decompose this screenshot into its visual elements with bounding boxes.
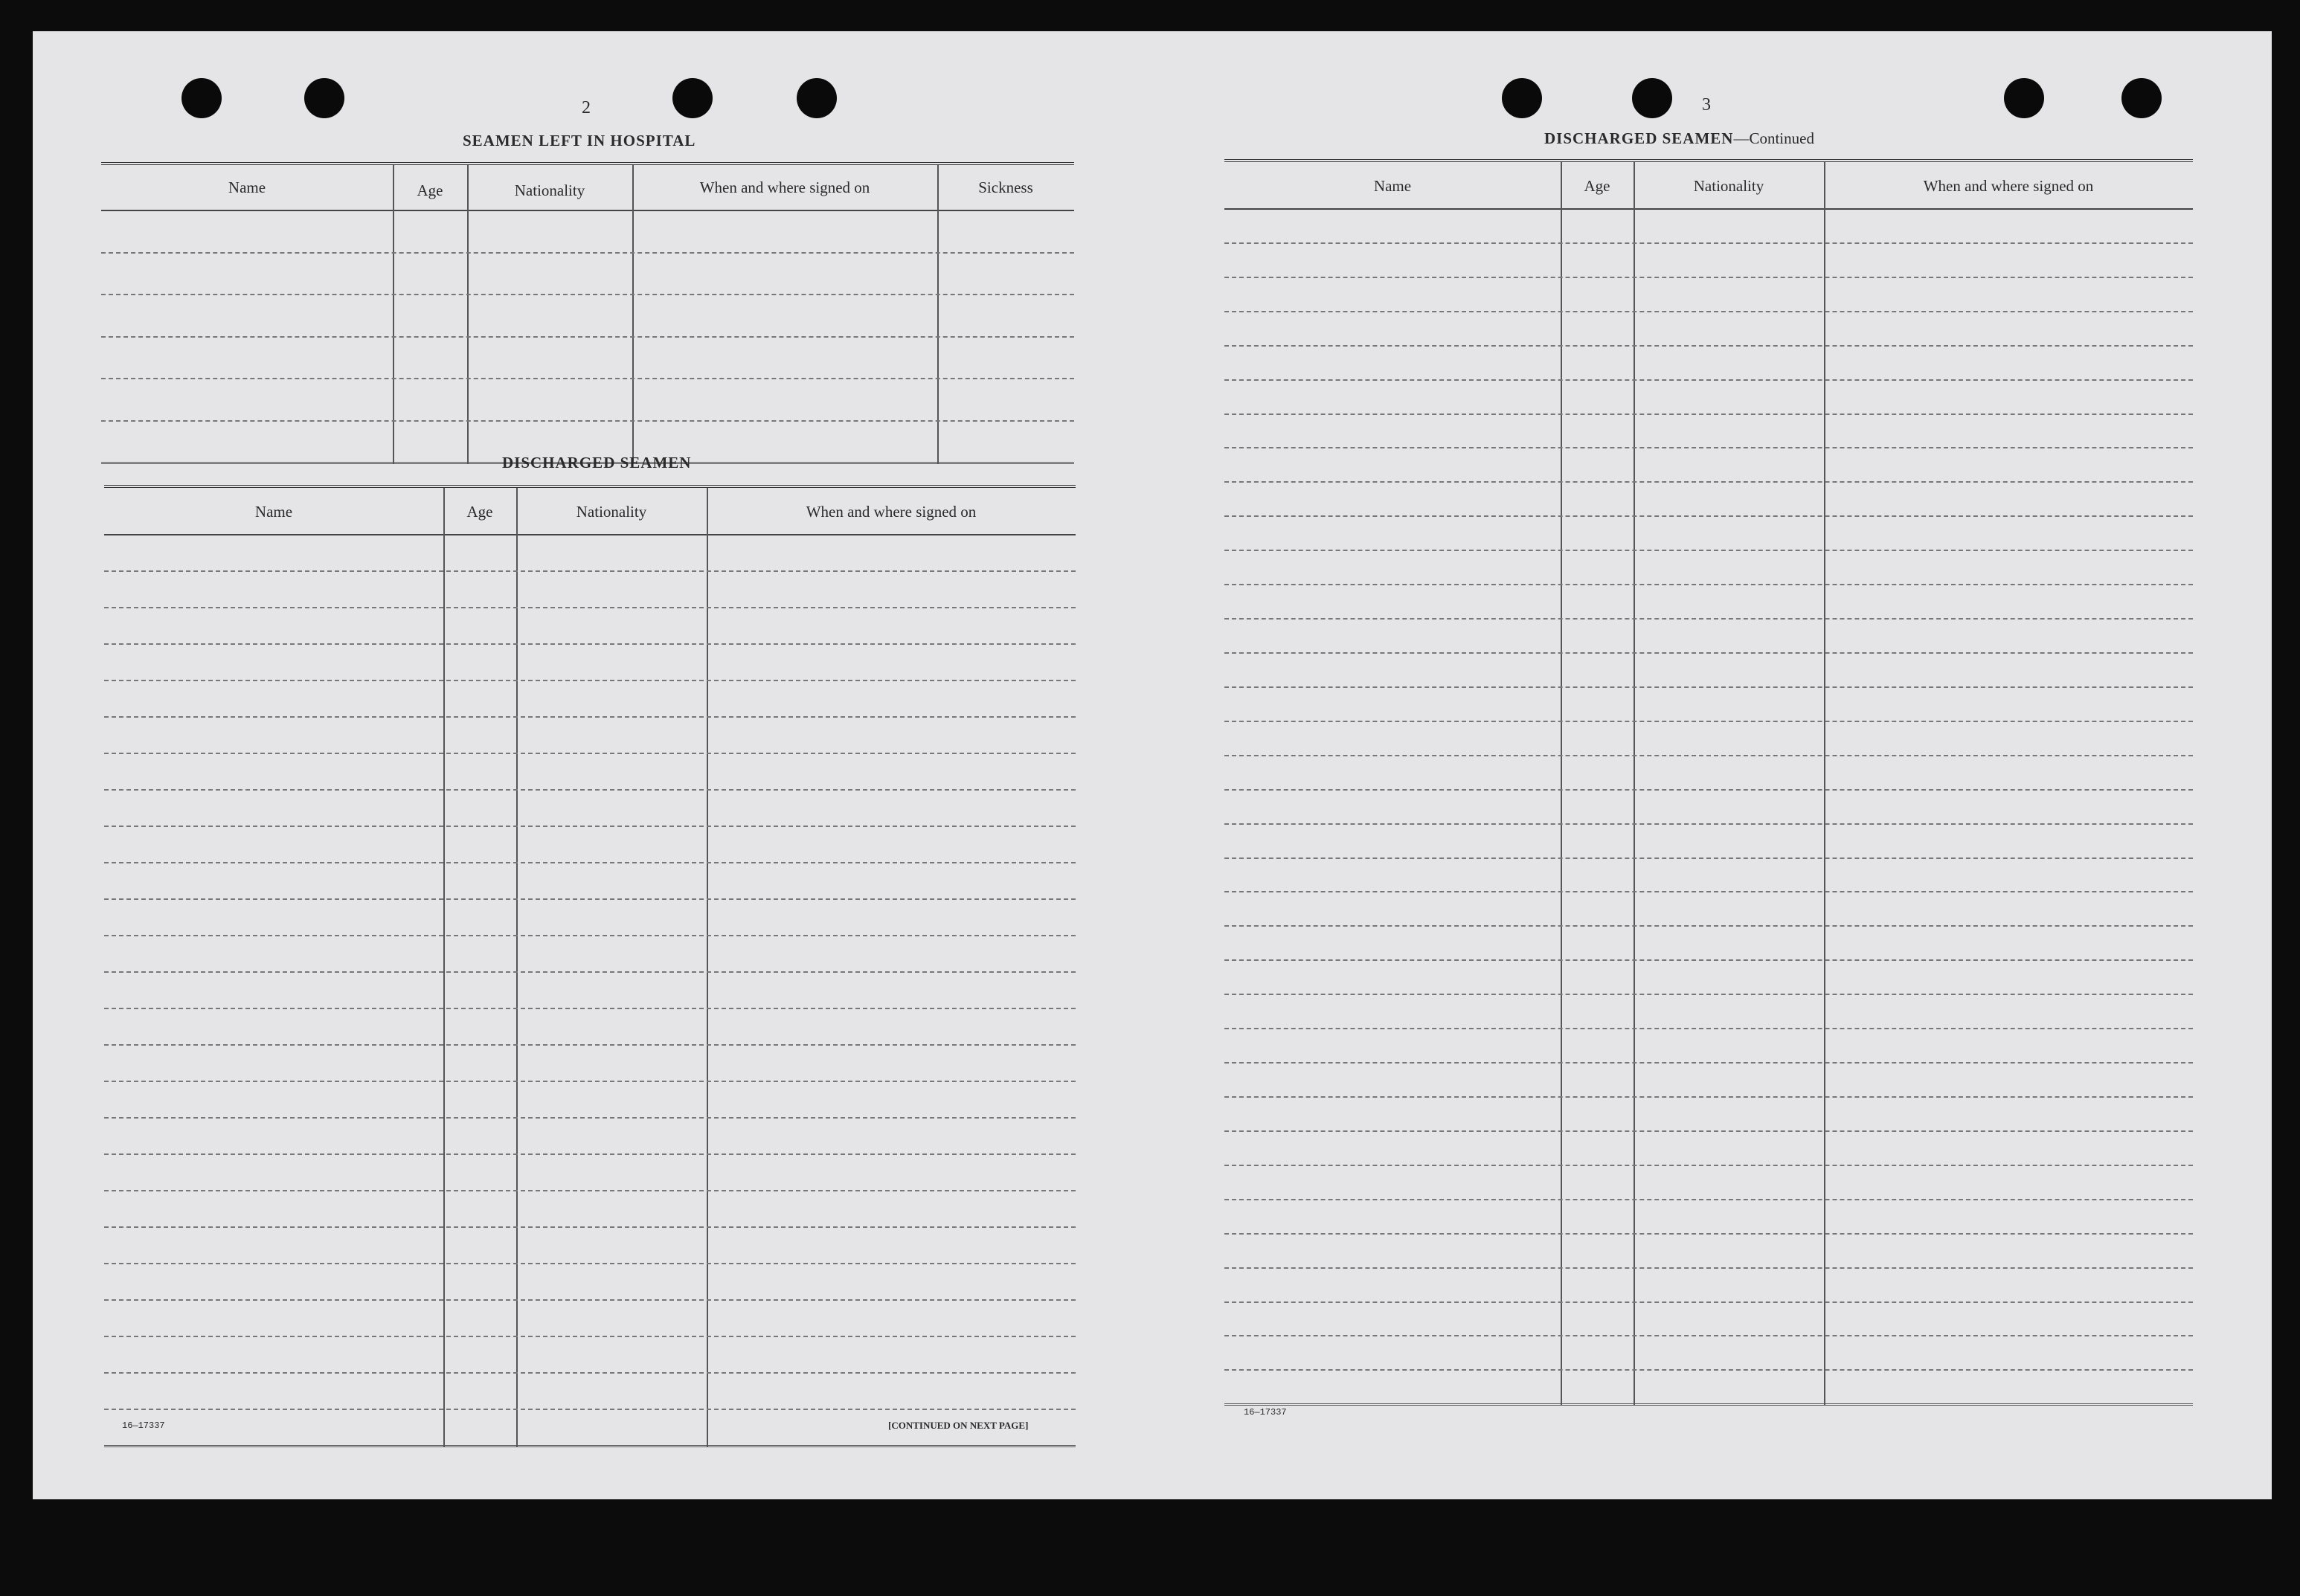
table-row[interactable] <box>104 1301 1076 1337</box>
table-row[interactable] <box>1224 415 2193 449</box>
table-row[interactable] <box>1224 927 2193 961</box>
table-row[interactable] <box>1224 244 2193 278</box>
table-row[interactable] <box>1224 347 2193 381</box>
table-row[interactable] <box>101 254 1074 296</box>
table-row[interactable] <box>101 338 1074 380</box>
discharged-section-title: DISCHARGED SEAMEN <box>502 454 692 472</box>
punch-hole <box>304 78 344 118</box>
table-row[interactable] <box>1224 448 2193 483</box>
discharged-continued-header <box>1224 162 2193 210</box>
table-row[interactable] <box>1224 995 2193 1029</box>
table-row[interactable] <box>1224 1303 2193 1337</box>
header-signed-on: When and where signed on <box>806 503 977 521</box>
hospital-table-header <box>101 165 1074 211</box>
header-name: Name <box>1373 177 1412 195</box>
page-number-right: 3 <box>1702 95 1711 115</box>
punch-hole <box>797 78 837 118</box>
punch-hole <box>1502 78 1542 118</box>
header-nationality: Nationality <box>514 181 585 199</box>
form-number-right: 16—17337 <box>1244 1407 1287 1418</box>
table-row[interactable] <box>1224 654 2193 688</box>
form-sheet <box>33 31 2272 1499</box>
punch-hole <box>672 78 713 118</box>
table-row[interactable] <box>104 535 1076 572</box>
table-row[interactable] <box>104 718 1076 754</box>
header-sickness: Sickness <box>978 178 1033 196</box>
table-row[interactable] <box>104 1337 1076 1374</box>
table-row[interactable] <box>1224 585 2193 620</box>
table-row[interactable] <box>1224 1132 2193 1166</box>
punch-hole <box>2004 78 2044 118</box>
header-nationality: Nationality <box>1693 177 1764 195</box>
discharged-continued-table <box>1224 159 2193 1406</box>
table-row[interactable] <box>1224 1029 2193 1064</box>
table-row[interactable] <box>104 1228 1076 1264</box>
table-row[interactable] <box>101 295 1074 338</box>
table-row[interactable] <box>1224 1166 2193 1200</box>
table-row[interactable] <box>1224 381 2193 415</box>
table-row[interactable] <box>104 1046 1076 1082</box>
table-row[interactable] <box>104 791 1076 827</box>
table-row[interactable] <box>1224 1200 2193 1235</box>
header-nationality: Nationality <box>576 503 647 521</box>
table-row[interactable] <box>104 681 1076 718</box>
table-row[interactable] <box>1224 722 2193 756</box>
header-signed-on: When and where signed on <box>699 178 870 196</box>
form-number-left: 16—17337 <box>122 1420 165 1431</box>
punch-hole <box>182 78 222 118</box>
table-row[interactable] <box>1224 517 2193 551</box>
header-age: Age <box>466 503 493 521</box>
discharged-continued-rows <box>1224 210 2193 1406</box>
table-row[interactable] <box>104 1264 1076 1301</box>
table-row[interactable] <box>104 1155 1076 1191</box>
header-age: Age <box>417 181 443 199</box>
table-row[interactable] <box>1224 1269 2193 1303</box>
table-row[interactable] <box>104 863 1076 900</box>
title-text: DISCHARGED SEAMEN <box>1544 129 1734 147</box>
table-row[interactable] <box>101 211 1074 254</box>
table-row[interactable] <box>104 608 1076 645</box>
hospital-table <box>101 162 1074 464</box>
header-signed-on: When and where signed on <box>1923 177 2094 195</box>
title-suffix: —Continued <box>1733 129 1814 147</box>
header-age: Age <box>1584 177 1610 195</box>
table-row[interactable] <box>1224 791 2193 825</box>
table-row[interactable] <box>1224 312 2193 347</box>
table-row[interactable] <box>104 936 1076 973</box>
continued-note: [CONTINUED ON NEXT PAGE] <box>888 1420 1029 1431</box>
table-row[interactable] <box>104 1009 1076 1046</box>
discharged-continued-title <box>1544 129 1814 148</box>
table-row[interactable] <box>1224 210 2193 244</box>
table-row[interactable] <box>1224 859 2193 893</box>
table-row[interactable] <box>1224 1371 2193 1406</box>
table-row[interactable] <box>104 827 1076 863</box>
table-row[interactable] <box>1224 688 2193 722</box>
discharged-table-header <box>104 488 1076 535</box>
punch-hole <box>1632 78 1672 118</box>
punch-hole <box>2121 78 2162 118</box>
table-row[interactable] <box>104 754 1076 791</box>
table-row[interactable] <box>1224 551 2193 585</box>
table-row[interactable] <box>1224 483 2193 517</box>
table-row[interactable] <box>1224 620 2193 654</box>
table-row[interactable] <box>104 645 1076 681</box>
table-row[interactable] <box>1224 961 2193 995</box>
table-row[interactable] <box>104 1374 1076 1410</box>
table-row[interactable] <box>104 1082 1076 1119</box>
table-row[interactable] <box>1224 1098 2193 1132</box>
header-name: Name <box>228 178 266 196</box>
page-number-left: 2 <box>582 98 591 118</box>
table-row[interactable] <box>1224 1235 2193 1269</box>
table-row[interactable] <box>104 572 1076 608</box>
table-row[interactable] <box>1224 1336 2193 1371</box>
discharged-table <box>104 485 1076 1447</box>
table-row[interactable] <box>104 1191 1076 1228</box>
table-row[interactable] <box>104 973 1076 1009</box>
table-row[interactable] <box>1224 1064 2193 1098</box>
header-name: Name <box>254 503 293 521</box>
table-row[interactable] <box>1224 756 2193 791</box>
table-row[interactable] <box>104 900 1076 936</box>
hospital-section-title: SEAMEN LEFT IN HOSPITAL <box>463 132 696 149</box>
table-row[interactable] <box>101 379 1074 422</box>
table-row[interactable] <box>1224 892 2193 927</box>
table-row[interactable] <box>1224 278 2193 312</box>
hospital-rows <box>101 211 1074 464</box>
table-row[interactable] <box>1224 825 2193 859</box>
table-row[interactable] <box>104 1119 1076 1155</box>
discharged-rows <box>104 535 1076 1447</box>
